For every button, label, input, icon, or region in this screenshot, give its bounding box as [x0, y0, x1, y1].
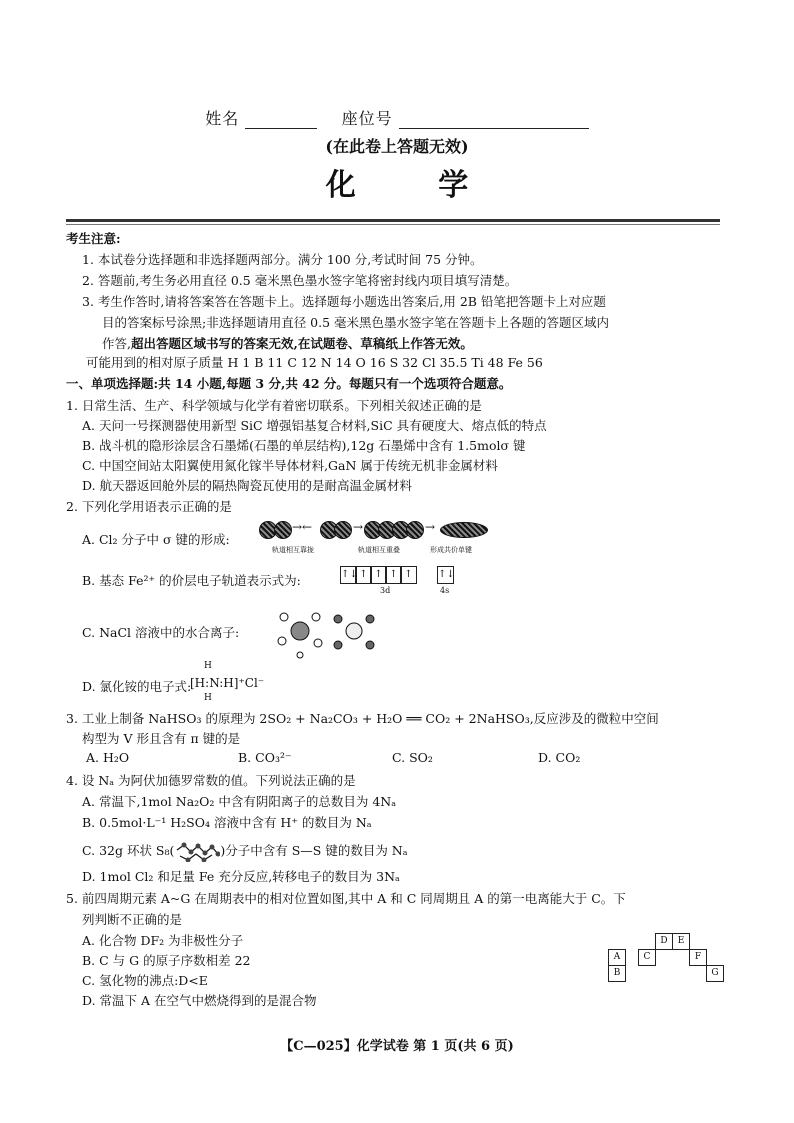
- q5-stem-cont: 列判断不正确的是: [82, 912, 183, 927]
- water-molecule: [278, 637, 286, 645]
- q5-option-c: C. 氢化物的沸点:D<E: [82, 973, 208, 988]
- s-atom: [203, 850, 208, 855]
- q3-stem-cont: 构型为 V 形且含有 π 键的是: [82, 731, 241, 746]
- electron-formula-top: H: [204, 661, 212, 671]
- q4-option-a: A. 常温下,1mol Na₂O₂ 中含有阴阳离子的总数目为 4Nₐ: [82, 794, 397, 809]
- q3-option-a: A. H₂O: [86, 750, 130, 765]
- q4-stem: 4. 设 Nₐ 为阿伏加德罗常数的值。下列说法正确的是: [66, 773, 356, 788]
- water-molecule: [334, 641, 342, 649]
- q4-option-b: B. 0.5mol·L⁻¹ H₂SO₄ 溶液中含有 H⁺ 的数目为 Nₐ: [82, 815, 372, 830]
- orbital-box: ↑: [385, 566, 402, 584]
- notice-answer-text: 作答,: [102, 336, 131, 351]
- ion-center: [346, 623, 362, 639]
- q1-option-d: D. 航天器返回舱外层的隔热陶瓷瓦使用的是耐高温金属材料: [82, 478, 413, 493]
- water-molecule: [334, 615, 342, 623]
- ion-center: [291, 622, 309, 640]
- q3-option-d: D. CO₂: [538, 750, 581, 765]
- caption-bond: 形成共价单键: [430, 546, 472, 554]
- s8-ring-diagram: [174, 842, 220, 862]
- s8-bond: [180, 854, 212, 860]
- orbital-box: ↑↓: [437, 566, 454, 584]
- q5-option-b: B. C 与 G 的原子序数相差 22: [82, 953, 251, 968]
- q4-option-d: D. 1mol Cl₂ 和足量 Fe 充分反应,转移电子的数目为 3Nₐ: [82, 869, 400, 884]
- header-rule: [66, 219, 720, 222]
- notice-item-1: 1. 本试卷分选择题和非选择题两部分。满分 100 分,考试时间 75 分钟。: [82, 252, 483, 267]
- water-molecule: [366, 615, 374, 623]
- q2-option-d: D. 氯化铵的电子式:: [82, 679, 192, 694]
- hydrated-ion-diagram: [272, 605, 384, 659]
- arrow-icon: →←: [292, 520, 313, 534]
- page-title: 化 学: [325, 168, 505, 203]
- electron-formula-bottom: H: [204, 693, 212, 703]
- student-info-line: [0, 106, 794, 129]
- orbital-box: ↑↓: [340, 566, 357, 584]
- water-molecule: [314, 639, 322, 647]
- element-cell-a: A: [608, 949, 626, 966]
- s-atom: [210, 844, 215, 849]
- notice-warning: 超出答题区域书写的答案无效,在试题卷、草稿纸上作答无效。: [130, 336, 473, 351]
- q5-stem: 5. 前四周期元素 A~G 在周期表中的相对位置如图,其中 A 和 C 同周期且 A 的第一电离能大于 C。下: [66, 891, 626, 906]
- name-blank: [245, 114, 317, 129]
- page-footer: 【C—025】化学试卷 第 1 页(共 6 页): [280, 1039, 514, 1054]
- orbital-lobe: [334, 521, 352, 539]
- orbital-lobe: [274, 521, 292, 539]
- q5-option-d: D. 常温下 A 在空气中燃烧得到的是混合物: [82, 993, 317, 1008]
- q1-stem: 1. 日常生活、生产、科学领域与化学有着密切联系。下列相关叙述正确的是: [66, 398, 482, 413]
- section-heading: 一、单项选择题:共 14 小题,每题 3 分,共 42 分。每题只有一个选项符合题意。: [66, 376, 512, 391]
- q5-option-a: A. 化合物 DF₂ 为非极性分子: [82, 933, 244, 948]
- q4-option-c: [82, 840, 408, 862]
- s-atom: [182, 842, 187, 847]
- notice-item-3: 3. 考生作答时,请将答案答在答题卡上。选择题每小题选出答案后,用 2B 铅笔把答题卡上对应题: [82, 294, 606, 309]
- q1-option-a: A. 天问一号探测器使用新型 SiC 增强铝基复合材料,SiC 具有硬度大、熔点低的特点: [82, 418, 547, 433]
- q4-option-c-start: C. 32g 环状 S₈(: [82, 843, 175, 858]
- water-molecule: [366, 641, 374, 649]
- element-cell-g: G: [706, 965, 724, 982]
- atomic-mass: 可能用到的相对原子质量 H 1 B 11 C 12 N 14 O 16 S 32 Cl 35.5 Ti 48 Fe 56: [86, 355, 543, 370]
- notice-item-3-end: [102, 333, 473, 354]
- water-molecule: [297, 652, 303, 658]
- label-3d: 3d: [380, 586, 391, 595]
- notice-heading: 考生注意:: [66, 231, 121, 246]
- label-4s: 4s: [440, 586, 450, 595]
- q3-stem: 3. 工业上制备 NaHSO₃ 的原理为 2SO₂ + Na₂CO₃ + H₂O ══ CO₂ + 2NaHSO₃,反应涉及的微粒中空间: [66, 711, 659, 726]
- notice-item-3-cont: 目的答案标号涂黑;非选择题请用直径 0.5 毫米黑色墨水签字笔在答题卡上各题的答题区域内: [102, 315, 610, 330]
- element-cell-d: D: [655, 933, 673, 950]
- header-rule-thin: [66, 224, 720, 225]
- orbital-box: ↑: [400, 566, 417, 584]
- seat-label: 座位号: [341, 109, 393, 128]
- q3-option-b: B. CO₃²⁻: [238, 750, 292, 765]
- element-cell-c: C: [638, 949, 656, 966]
- caption-approach: 轨道相互靠拢: [272, 546, 314, 554]
- caption-overlap: 轨道相互重叠: [358, 546, 400, 554]
- invalid-note: (在此卷上答题无效): [325, 137, 469, 156]
- q2-option-a: A. Cl₂ 分子中 σ 键的形成:: [82, 532, 230, 547]
- element-cell-b: B: [608, 965, 626, 982]
- element-cell-e: E: [672, 933, 690, 950]
- orbital-lobe: [406, 521, 424, 539]
- electron-formula: [H:N:H]⁺Cl⁻: [190, 676, 265, 690]
- q2-option-b: B. 基态 Fe²⁺ 的价层电子轨道表示式为:: [82, 573, 301, 588]
- water-molecule: [280, 613, 288, 621]
- q1-option-b: B. 战斗机的隐形涂层含石墨烯(石墨的单层结构),12g 石墨烯中含有 1.5molσ 键: [82, 438, 526, 453]
- arrow-icon: →: [353, 520, 364, 534]
- q4-option-c-end: )分子中含有 S—S 键的数目为 Nₐ: [220, 843, 408, 858]
- s-atom: [196, 843, 201, 848]
- water-molecule: [312, 613, 320, 621]
- seat-blank: [399, 114, 589, 129]
- q2-option-c: C. NaCl 溶液中的水合离子:: [82, 625, 240, 640]
- s-atom: [189, 849, 194, 854]
- q1-option-c: C. 中国空间站太阳翼使用氮化镓半导体材料,GaN 属于传统无机非金属材料: [82, 458, 498, 473]
- element-cell-f: F: [689, 949, 707, 966]
- name-label: 姓名: [205, 109, 240, 128]
- orbital-box: ↑: [355, 566, 372, 584]
- bond-lobe: [440, 522, 488, 538]
- q3-option-c: C. SO₂: [392, 750, 433, 765]
- orbital-box: ↑: [370, 566, 387, 584]
- q2-stem: 2. 下列化学用语表示正确的是: [66, 499, 232, 514]
- notice-item-2: 2. 答题前,考生务必用直径 0.5 毫米黑色墨水签字笔将密封线内项目填写清楚。: [82, 273, 518, 288]
- arrow-icon: →: [425, 520, 436, 534]
